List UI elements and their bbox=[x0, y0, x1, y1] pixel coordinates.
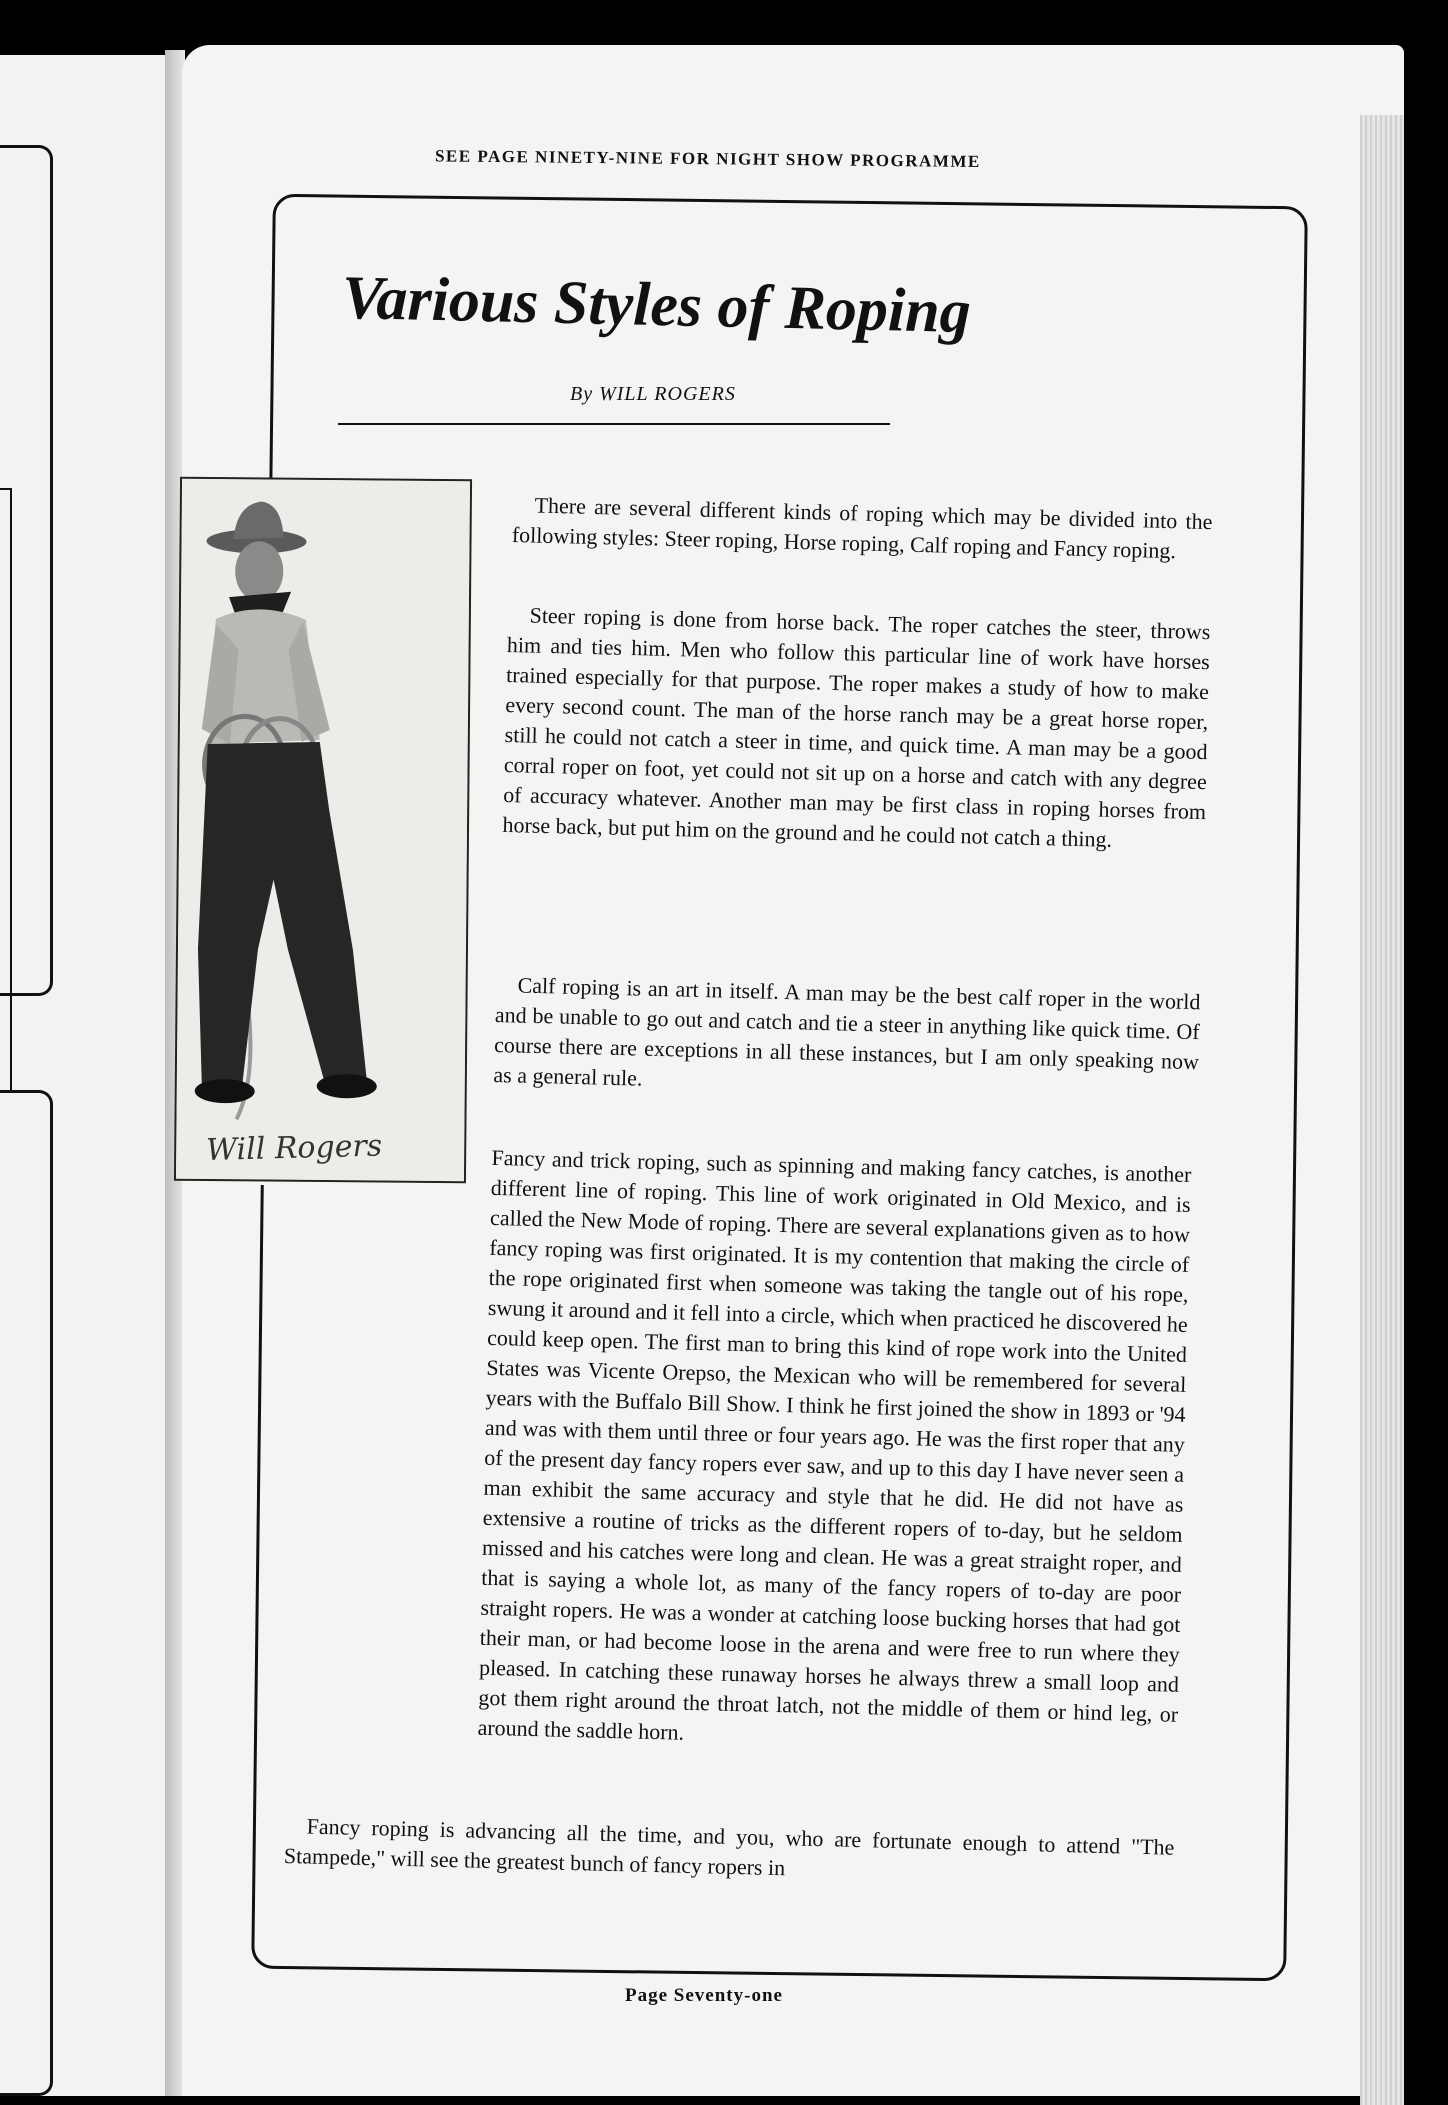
paragraph-4-text: Fancy and trick roping, such as spinning and making fancy catches, is another different line of roping. This line of work originated in Old Mexico, and is called the New Mode of roping. There are several explanations given as to how fancy roping was first originated. It is my contention that making the circle of the rope originated first when someone was taking the tangle out of his rope, swung it around and it fell into a circle, which when practiced he discovered he could keep open. The first man to bring this kind of rope work into the United States was Vicente Orepso, the Mexican who will be remembered for several years with the Buffalo Bill Show. I think he first joined the show in 1893 or '94 and was with them until three or four years ago. He was the first roper that any of the present day fancy ropers ever saw, and up to this day I have never seen a man exhibit the same accuracy and style that he did. He did not have as extensive a routine of tricks as the different ropers of to-day, but he seldom missed and his catches were long and clean. He was a great straight roper, and that is saying a whole lot, as many of the fancy ropers of to-day are poor straight ropers. He was a wonder at catching loose bucking horses that had got their man, or had become loose in the arena and were free to run where they pleased. In catching these runaway horses he always threw a small loop and got them right around the throat latch, not the middle of them or hind leg, or around the saddle horn. bbox=[477, 1144, 1192, 1745]
article-byline: By WILL ROGERS bbox=[570, 383, 736, 405]
title-rule bbox=[338, 423, 890, 425]
facing-page-inner-box bbox=[0, 488, 12, 1112]
paragraph-2: Steer roping is done from horse back. The roper catches the steer, throws him and ties him. Men who follow this particular line of work have horses trained especially for that purpose. The roper makes a study of how to make every second count. The man of the horse ranch may be a great horse roper, still he could not catch a steer in time, and quick time. A man may be a good corral roper on foot, yet could not sit up on a horse and catch with any degree of accuracy whatever. Another man may be first class in roping horses from horse back, but put him on the ground and he could not catch a thing. bbox=[502, 602, 1211, 852]
page-number: Page Seventy-one bbox=[625, 1985, 783, 2006]
running-head: SEE PAGE NINETY-NINE FOR NIGHT SHOW PROGRAMME bbox=[434, 146, 981, 172]
cowboy-figure-icon bbox=[176, 479, 470, 1181]
article-title: Various Styles of Roping bbox=[341, 263, 972, 347]
cowboy-photo bbox=[174, 477, 472, 1184]
page-edge bbox=[1360, 115, 1404, 2105]
paragraph-4 bbox=[277, 1138, 1191, 1760]
facing-page-frame-top bbox=[0, 145, 53, 996]
paragraph-1: There are several different kinds of roping which may be divided into the following styles: Steer roping, Horse roping, Calf roping and Fancy roping. bbox=[511, 492, 1213, 564]
facing-page-frame-bottom bbox=[0, 1090, 53, 2096]
photo-signature: Will Rogers bbox=[205, 1128, 383, 1169]
paragraph-5: Fancy roping is advancing all the time, and you, who are fortunate enough to attend "The Stampede," will see the greatest bunch of fancy ropers in bbox=[283, 1813, 1175, 1881]
paragraph-3: Calf roping is an art in itself. A man may be the best calf roper in the world and be unable to go out and catch and tie a steer in anything like quick time. Of course there are exceptions in all these instances, but I am only speaking now as a general rule. bbox=[493, 972, 1201, 1091]
